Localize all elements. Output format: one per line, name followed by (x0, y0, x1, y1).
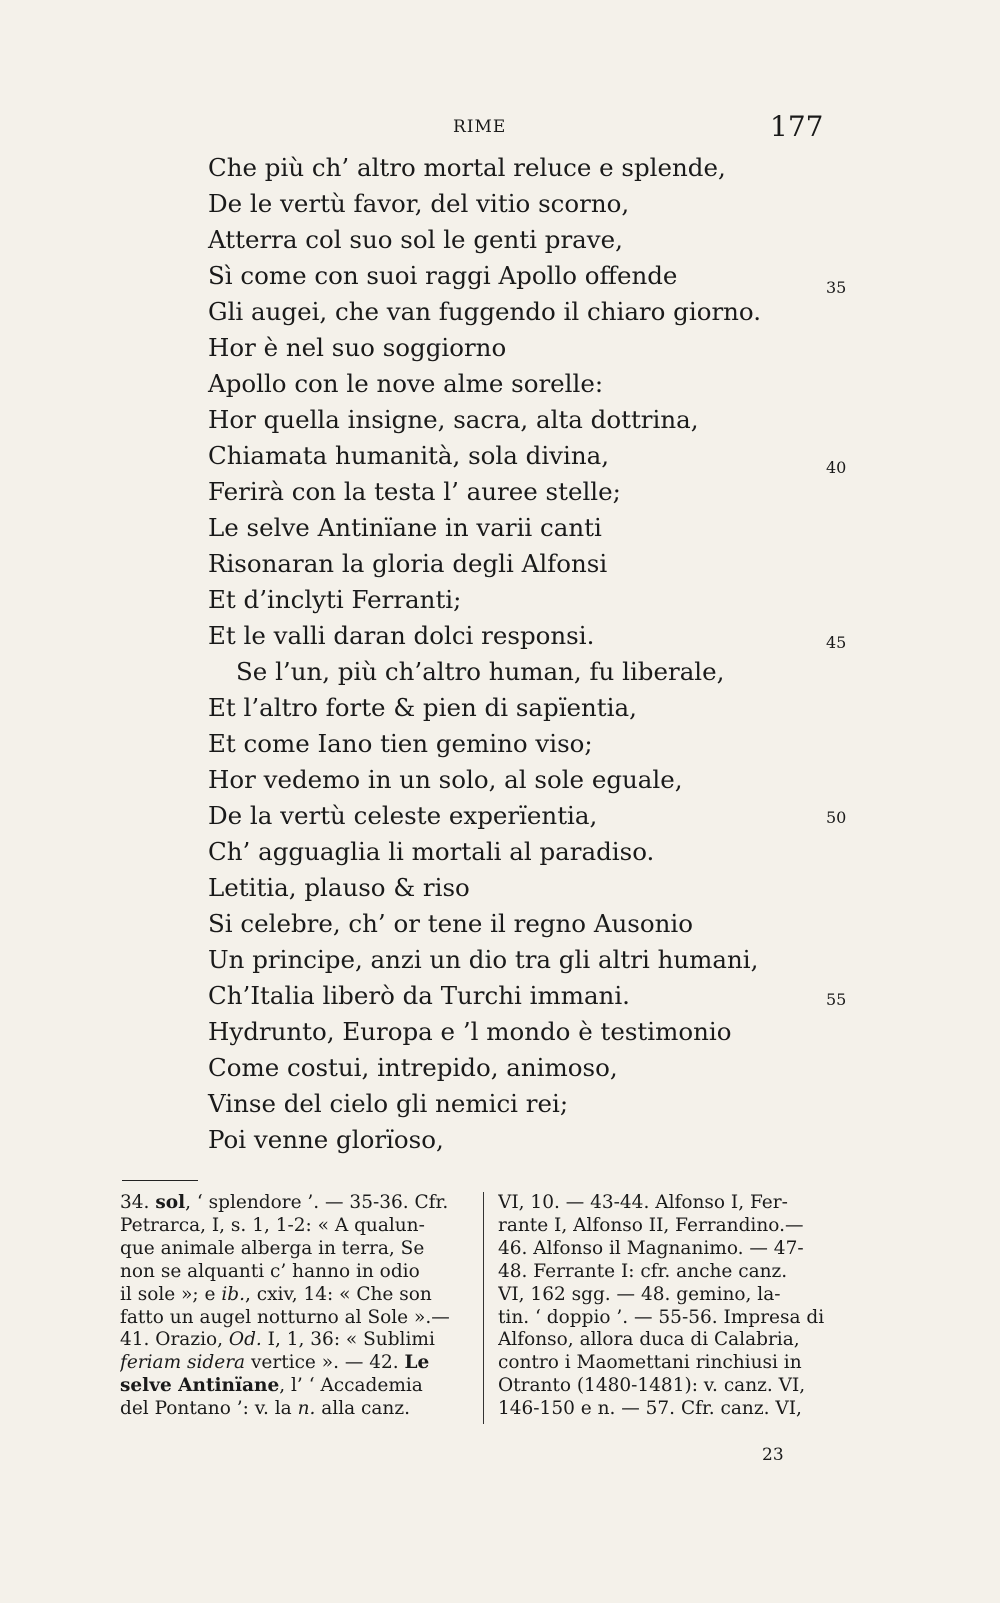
poem-line: Che più ch’ altro mortal reluce e splende, (208, 153, 726, 182)
line-number: 40 (826, 458, 847, 477)
footnote-line: Otranto (1480-1481): v. canz. VI, (498, 1375, 806, 1397)
running-head: RIME (453, 117, 507, 137)
line-number: 50 (826, 808, 847, 827)
footnote-text: del Pontano ’: v. la (120, 1398, 298, 1420)
footnote-line (120, 1192, 470, 1215)
footnote-line (120, 1398, 470, 1421)
poem-line: Vinse del cielo gli nemici rei; (208, 1089, 569, 1118)
signature-mark: 23 (762, 1445, 784, 1465)
footnote-text: fatto un augel notturno al Sole ».— (120, 1306, 450, 1328)
poem-line: Hor vedemo in un solo, al sole eguale, (208, 765, 683, 794)
footnote-lemma: Le (404, 1352, 430, 1374)
footnote-text: 41. Orazio, (120, 1329, 229, 1351)
poem-line: Et d’inclyti Ferranti; (208, 585, 462, 614)
poem-line: Risonaran la gloria degli Alfonsi (208, 549, 608, 578)
footnote-line (120, 1215, 470, 1238)
poem-line: Un principe, anzi un dio tra gli altri humani, (208, 945, 759, 974)
poem-line: Se l’un, più ch’altro human, fu liberale, (236, 657, 725, 686)
poem-line: Et le valli daran dolci responsi. (208, 621, 595, 650)
footnote-lemma: selve Antinïane (120, 1375, 280, 1397)
poem-line: De la vertù celeste experïentia, (208, 801, 598, 830)
footnote-italic: feriam sidera (120, 1352, 246, 1374)
footnote-italic: n. (297, 1398, 316, 1420)
footnote-text: il sole »; e (120, 1283, 222, 1305)
footnote-text: alla canz. (315, 1398, 410, 1420)
line-number: 35 (826, 278, 847, 297)
poem-line: Hor quella insigne, sacra, alta dottrina, (208, 405, 699, 434)
footnote-text: non se alquanti c’ hanno in odio (120, 1260, 420, 1282)
footnote-text: , ‘ splendore ’. — 35-36. Cfr. (185, 1192, 449, 1213)
footnote-text: 34. (120, 1192, 156, 1213)
footnote-line (120, 1307, 470, 1330)
poem-line: Poi venne glorïoso, (208, 1125, 444, 1154)
poem-line: Letitia, plauso & riso (208, 873, 470, 902)
footnote-line: Alfonso, allora duca di Calabria, (498, 1329, 800, 1351)
footnote-line (120, 1352, 470, 1375)
footnote-text: , cxiv, 14: « Che son (245, 1283, 432, 1305)
footnotes-right-column (498, 1192, 856, 1421)
line-number: 55 (826, 990, 847, 1009)
footnote-line: tin. ‘ doppio ’. — 55-56. Impresa di (498, 1306, 825, 1328)
footnote-text: I, 1, 36: « Sublimi (261, 1329, 435, 1351)
poem-line: Et l’altro forte & pien di sapïentia, (208, 693, 637, 722)
poem-line: Atterra col suo sol le genti prave, (208, 225, 623, 254)
footnote-text: que animale alberga in terra, Se (120, 1237, 425, 1259)
page-number: 177 (770, 110, 824, 143)
footnote-line (120, 1329, 470, 1352)
poem-line: Hydrunto, Europa e ’l mondo è testimonio (208, 1017, 732, 1046)
poem-line: Ch’Italia liberò da Turchi immani. (208, 981, 630, 1010)
footnote-italic: Od. (228, 1329, 262, 1351)
poem-line: Et come Iano tien gemino viso; (208, 729, 593, 758)
footnote-text: vertice ». — 42. (245, 1352, 405, 1374)
poem-line: Chiamata humanità, sola divina, (208, 441, 610, 470)
poem-line: Come costui, intrepido, animoso, (208, 1053, 618, 1082)
poem-line: Hor è nel suo soggiorno (208, 333, 507, 362)
footnote-line: contro i Maomettani rinchiusi in (498, 1352, 802, 1374)
line-number: 45 (826, 633, 847, 652)
footnote-line (120, 1375, 470, 1398)
footnote-line: 46. Alfonso il Magnanimo. — 47- (498, 1237, 804, 1259)
poem-line: Sì come con suoi raggi Apollo offende (208, 261, 678, 290)
footnote-text: Petrarca, I, s. 1, 1-2: « A qualun- (120, 1214, 425, 1236)
footnote-line (120, 1238, 470, 1261)
footnote-rule (122, 1180, 198, 1181)
footnote-line: rante I, Alfonso II, Ferrandino.— (498, 1214, 804, 1236)
footnote-line: 48. Ferrante I: cfr. anche canz. (498, 1260, 788, 1282)
footnote-line (120, 1261, 470, 1284)
footnote-line: VI, 162 sgg. — 48. gemino, la- (498, 1283, 781, 1305)
poem-line: De le vertù favor, del vitio scorno, (208, 189, 630, 218)
footnote-text: , l’ ‘ Accademia (279, 1375, 423, 1397)
footnote-line: VI, 10. — 43-44. Alfonso I, Fer- (498, 1192, 788, 1213)
poem-line: Gli augei, che van fuggendo il chiaro giorno. (208, 297, 762, 326)
footnote-column-divider (483, 1192, 484, 1424)
poem-line: Si celebre, ch’ or tene il regno Ausonio (208, 909, 693, 938)
poem-line: Le selve Antinïane in varii canti (208, 513, 602, 542)
footnote-lemma: sol (155, 1192, 186, 1213)
poem-line: Apollo con le nove alme sorelle: (208, 369, 604, 398)
poem-line: Ferirà con la testa l’ auree stelle; (208, 477, 621, 506)
footnotes-left-column (120, 1192, 470, 1421)
footnote-italic: ib. (221, 1283, 245, 1305)
footnote-line (120, 1284, 470, 1307)
footnote-line: 146-150 e n. — 57. Cfr. canz. VI, (498, 1398, 802, 1420)
poem-line: Ch’ agguaglia li mortali al paradiso. (208, 837, 655, 866)
